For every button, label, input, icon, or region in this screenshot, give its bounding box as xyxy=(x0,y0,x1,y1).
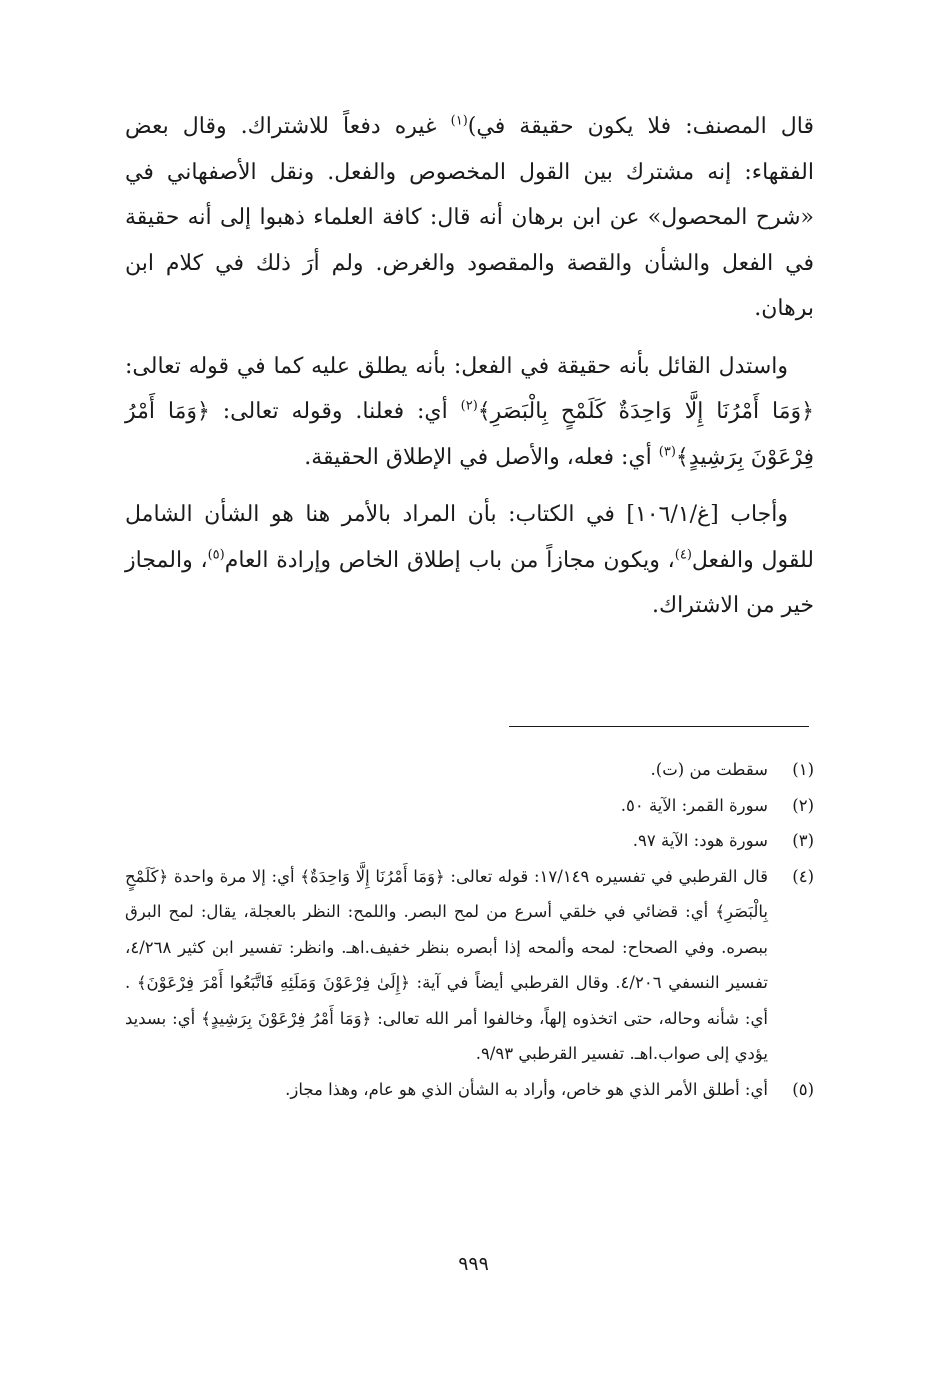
paragraph-2 xyxy=(125,344,814,481)
footnote-5 xyxy=(125,1072,814,1108)
paragraph-1-text-a: قال المصنف: فلا يكون حقيقة في) xyxy=(467,114,814,139)
footnote-ref-3: (٣) xyxy=(658,444,676,460)
footnote-ref-4: (٤) xyxy=(674,547,692,563)
footnote-3 xyxy=(125,823,814,859)
footnote-ref-1: (١) xyxy=(450,113,468,129)
paragraph-3-text-b: ، ويكون مجازاً من باب إطلاق الخاص وإرادة العام xyxy=(224,547,675,573)
footnote-ref-5: (٥) xyxy=(207,547,225,563)
main-text xyxy=(125,104,814,641)
footnote-number: (٥) xyxy=(792,1079,814,1099)
footnote-separator xyxy=(509,726,809,727)
footnote-2 xyxy=(125,788,814,824)
footnote-number: (٣) xyxy=(792,831,814,850)
footnote-text: سورة هود: الآية ٩٧. xyxy=(632,831,768,850)
footnote-text: أي: أطلق الأمر الذي هو خاص، وأراد به الشأن الذي هو عام، وهذا مجاز. xyxy=(285,1079,768,1099)
footnote-text: قال القرطبي في تفسيره ١٧/١٤٩: قوله تعالى: ﴿وَمَا أَمْرُنَا إِلَّا وَاحِدَةٌ﴾ أي: إلا مرة واحدة ﴿كَلَمْحٍ بِالْبَصَرِ﴾ أي: قضائي في خلقي أسرع من لمح البصر. واللمح: النظر بالعجلة، يقال: لمح البرق ببصره. وفي الصحاح: لمحه وألمحه إذا أبصره بنظر خفيف.اهـ. وانظر: تفسير ابن كثير ٤/٢٦٨، تفسير النسفي ٤/٢٠٦. وقال القرطبي أيضاً في آية: ﴿إِلَىٰ فِرْعَوْنَ وَمَلَئِهِ فَاتَّبَعُوا أَمْرَ فِرْعَوْنَ﴾ . أي: شأنه وحاله، حتى اتخذوه إلهاً، وخالفوا أمر الله تعالى: ﴿وَمَا أَمْرُ فِرْعَوْنَ بِرَشِيدٍ﴾ أي: بسديد يؤدي إلى صواب.اهـ. تفسير القرطبي ٩/٩٣. xyxy=(125,866,768,1063)
footnote-number: (٢) xyxy=(792,795,814,815)
footnote-1 xyxy=(125,752,814,788)
paragraph-2-text-a: واستدل القائل بأنه حقيقة في الفعل: بأنه يطلق عليه كما في قوله تعالى: ﴿وَمَا أَمْرُنَا إِلَّا وَاحِدَةٌ كَلَمْحٍ بِالْبَصَرِ﴾ xyxy=(125,353,814,424)
footnote-text: سقطت من (ت). xyxy=(650,760,768,779)
paragraph-1 xyxy=(125,104,814,332)
footnote-text: سورة القمر: الآية ٥٠. xyxy=(620,795,768,815)
footnote-number: (١) xyxy=(792,760,814,779)
paragraph-3-text-a: وأجاب [غ/١٠٦/١] في الكتاب: بأن المراد بالأمر هنا هو الشأن الشامل للقول والفعل xyxy=(125,502,814,573)
footnote-4 xyxy=(125,859,814,1072)
paragraph-2-text-b: أي: فعلنا. وقوله تعالى: ﴿وَمَا أَمْرُ فِرْعَوْنَ بِرَشِيدٍ﴾ xyxy=(125,399,814,470)
footnote-number: (٤) xyxy=(792,866,814,886)
footnote-ref-2: (٢) xyxy=(460,398,478,414)
paragraph-2-text-c: أي: فعله، والأصل في الإطلاق الحقيقة. xyxy=(304,444,659,470)
footnotes xyxy=(125,752,814,1107)
paragraph-3 xyxy=(125,492,814,629)
page-number: ٩٩٩ xyxy=(458,1253,489,1275)
paragraph-3-text-c: ، والمجاز خير من الاشتراك. xyxy=(125,547,814,618)
paragraph-1-text-b: غيره دفعاً للاشتراك. وقال بعض الفقهاء: إنه مشترك بين القول المخصوص والفعل. ونقل الأصفهاني في «شرح المحصول» عن ابن برهان أنه قال: كافة العلماء ذهبوا إلى أنه حقيقة في الفعل والشأن والقصة والمقصود والغرض. ولم أرَ ذلك في كلام ابن برهان. xyxy=(125,114,814,321)
